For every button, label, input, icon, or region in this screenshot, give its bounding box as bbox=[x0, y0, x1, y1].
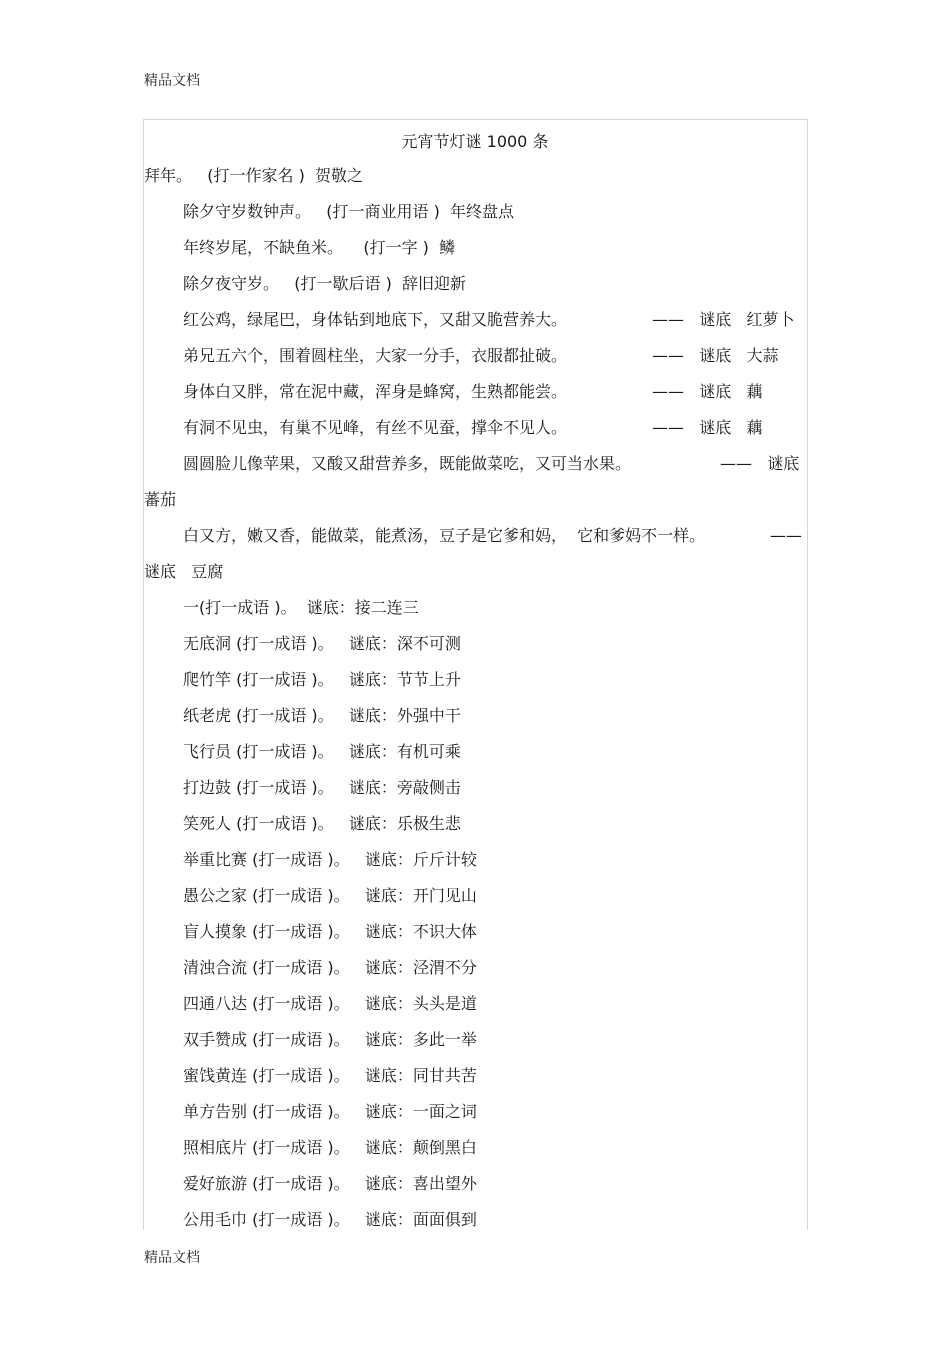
text-line: 除夕夜守岁。 (打一歇后语 ) 辞旧迎新 bbox=[183, 274, 467, 293]
text-line: 四通八达 (打一成语 )。 谜底：头头是道 bbox=[183, 994, 477, 1013]
riddle-answer: —— 谜底 大蒜 bbox=[652, 346, 779, 365]
text-line: 爱好旅游 (打一成语 )。 谜底：喜出望外 bbox=[183, 1174, 477, 1193]
document-title: 元宵节灯谜 1000 条 bbox=[401, 132, 549, 151]
text-line: 无底洞 (打一成语 )。 谜底：深不可测 bbox=[183, 634, 461, 653]
riddle-answer: —— 谜底 藕 bbox=[652, 418, 763, 437]
text-line: 拜年。 (打一作家名 ) 贺敬之 bbox=[144, 166, 364, 185]
text-line: 单方告别 (打一成语 )。 谜底：一面之词 bbox=[183, 1102, 477, 1121]
text-line: 公用毛巾 (打一成语 )。 谜底：面面俱到 bbox=[183, 1210, 477, 1229]
text-line: 盲人摸象 (打一成语 )。 谜底：不识大体 bbox=[183, 922, 477, 941]
text-line: 清浊合流 (打一成语 )。 谜底：泾渭不分 bbox=[183, 958, 477, 977]
page-header-label: 精品文档 bbox=[144, 73, 200, 89]
text-line: 双手赞成 (打一成语 )。 谜底：多此一举 bbox=[183, 1030, 477, 1049]
page-footer-label: 精品文档 bbox=[144, 1250, 200, 1266]
text-line: 弟兄五六个，围着圆柱坐，大家一分手，衣服都扯破。 bbox=[183, 346, 568, 365]
text-line: 纸老虎 (打一成语 )。 谜底：外强中干 bbox=[183, 706, 461, 725]
riddle-answer: —— 谜底 红萝卜 bbox=[652, 310, 795, 329]
text-line: 一(打一成语 )。 谜底：接二连三 bbox=[183, 598, 419, 617]
text-line: 笑死人 (打一成语 )。 谜底：乐极生悲 bbox=[183, 814, 461, 833]
text-line: 飞行员 (打一成语 )。 谜底：有机可乘 bbox=[183, 742, 461, 761]
text-line: 身体白又胖，常在泥中藏，浑身是蜂窝，生熟都能尝。 bbox=[183, 382, 568, 401]
text-line: 谜底 豆腐 bbox=[144, 562, 224, 581]
text-line: 有洞不见虫，有巢不见峰，有丝不见蚕，撑伞不见人。 bbox=[183, 418, 568, 437]
text-line: 照相底片 (打一成语 )。 谜底：颠倒黑白 bbox=[183, 1138, 477, 1157]
text-line: 白又方，嫩又香，能做菜，能煮汤，豆子是它爹和妈， 它和爹妈不一样。 bbox=[183, 526, 706, 545]
text-line: 爬竹竿 (打一成语 )。 谜底：节节上升 bbox=[183, 670, 461, 689]
riddle-answer: —— 谜底 藕 bbox=[652, 382, 763, 401]
text-line: 除夕守岁数钟声。 (打一商业用语 ) 年终盘点 bbox=[183, 202, 515, 221]
text-line: 举重比赛 (打一成语 )。 谜底：斤斤计较 bbox=[183, 850, 477, 869]
text-line: 蕃茄 bbox=[144, 490, 177, 509]
text-line: 打边鼓 (打一成语 )。 谜底：旁敲侧击 bbox=[183, 778, 461, 797]
riddle-answer: —— 谜底 bbox=[720, 454, 800, 473]
text-line: 愚公之家 (打一成语 )。 谜底：开门见山 bbox=[183, 886, 477, 905]
text-line: 年终岁尾，不缺鱼米。 (打一字 ) 鳞 bbox=[183, 238, 456, 257]
text-line: 红公鸡，绿尾巴，身体钻到地底下，又甜又脆营养大。 bbox=[183, 310, 568, 329]
text-line: 圆圆脸儿像苹果，又酸又甜营养多，既能做菜吃，又可当水果。 bbox=[183, 454, 632, 473]
text-line: 蜜饯黄连 (打一成语 )。 谜底：同甘共苦 bbox=[183, 1066, 477, 1085]
riddle-answer: —— bbox=[770, 526, 802, 545]
